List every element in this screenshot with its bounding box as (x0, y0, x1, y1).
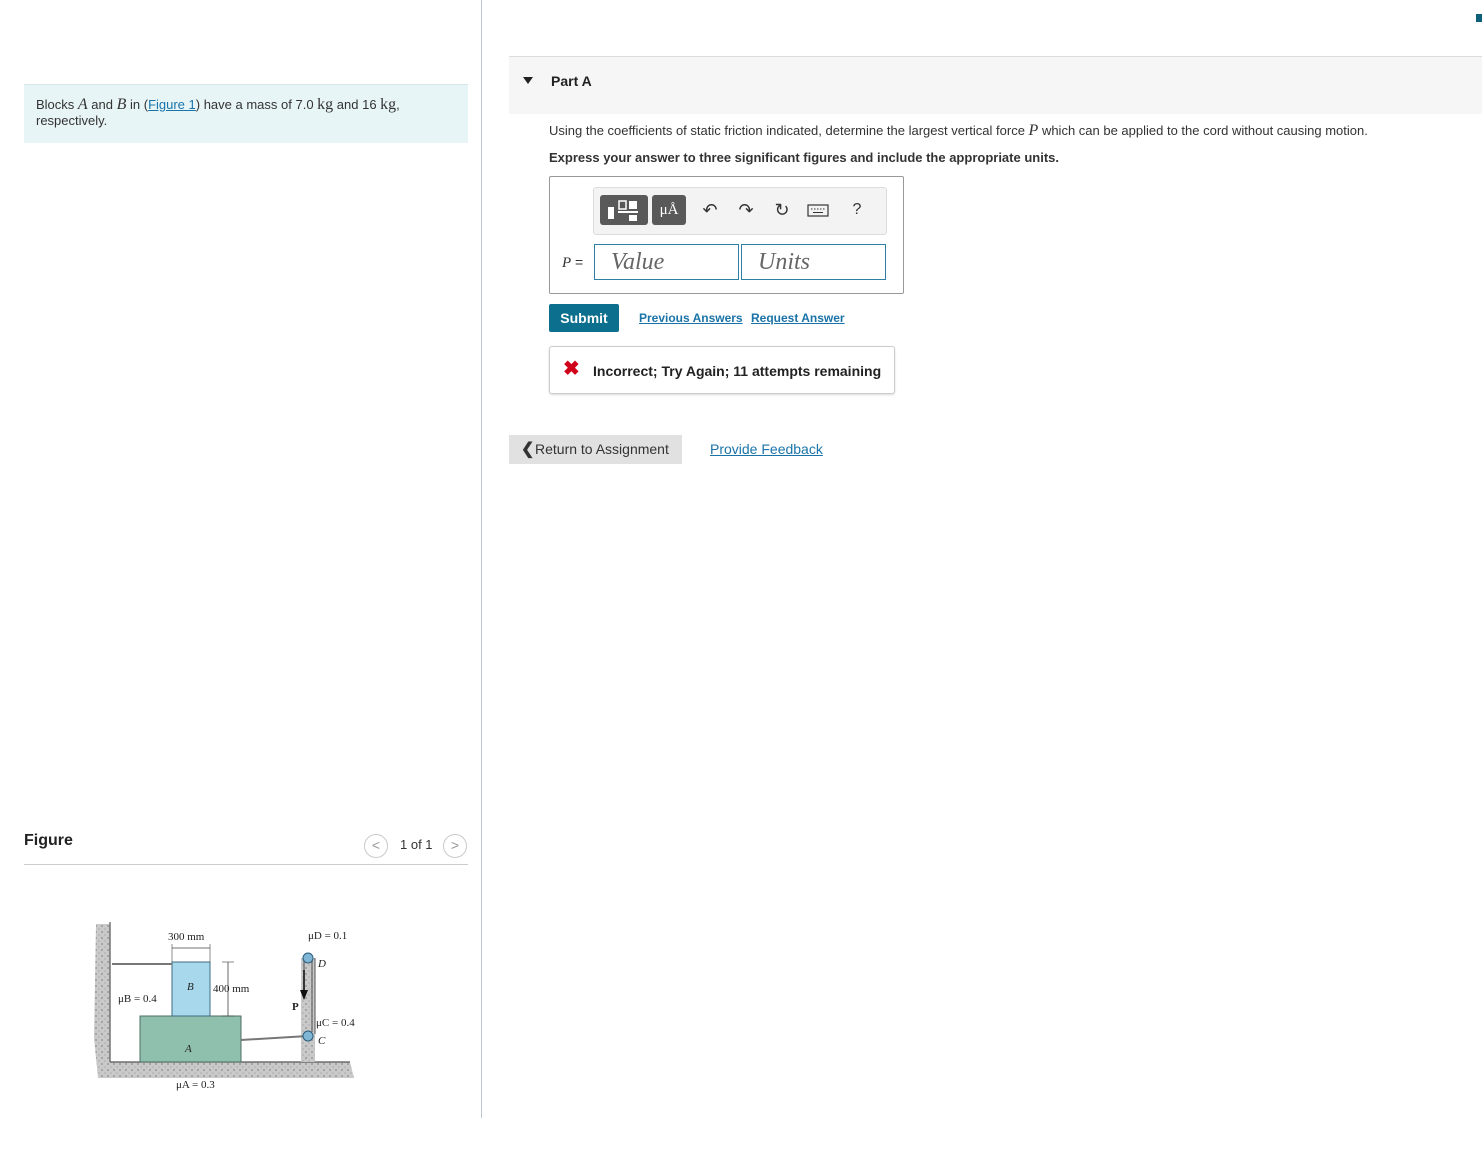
return-to-assignment-button[interactable] (509, 435, 682, 464)
part-title: Part A (551, 73, 592, 89)
mu-d-label: μD = 0.1 (308, 930, 348, 942)
redo-icon[interactable]: ↷ (738, 200, 754, 220)
next-figure-button[interactable]: > (443, 834, 467, 858)
mu-a-label: μA = 0.3 (176, 1079, 215, 1091)
feedback-message (549, 346, 895, 394)
pulley-c-label: C (318, 1035, 326, 1047)
return-label: Return to Assignment (535, 441, 669, 457)
answer-box (549, 176, 904, 294)
problem-statement (24, 84, 468, 143)
submit-button[interactable]: Submit (549, 304, 619, 332)
block-a (140, 1016, 241, 1062)
collapse-caret-icon[interactable] (523, 77, 533, 84)
corner-indicator (1476, 14, 1482, 22)
pulley-post (301, 958, 315, 1062)
unit-kg: kg (317, 96, 334, 113)
figure-title: Figure (24, 832, 73, 849)
pulley-c (303, 1031, 313, 1041)
problem-text: and (87, 97, 117, 112)
units-input[interactable]: Units (741, 244, 886, 280)
question-text-post: which can be applied to the cord without causing motion. (1038, 123, 1368, 138)
unit-kg: kg (380, 96, 397, 113)
chevron-left-icon: ❮ (521, 441, 535, 458)
var-a: A (77, 96, 88, 113)
dim-height-label: 400 mm (213, 983, 250, 995)
help-icon[interactable]: ? (852, 201, 862, 218)
figure-header (24, 826, 468, 865)
part-a-header[interactable] (509, 56, 1482, 114)
var-p: P (1028, 122, 1039, 139)
answer-var: P (562, 255, 572, 271)
keyboard-icon[interactable] (807, 199, 829, 221)
value-input[interactable]: Value (594, 244, 739, 280)
var-b: B (116, 96, 127, 113)
templates-icon (600, 195, 648, 225)
previous-figure-button[interactable]: < (364, 834, 388, 858)
question-text-pre: Using the coefficients of static friction indicated, determine the largest vertical force (549, 123, 1029, 138)
problem-text: and 16 (333, 97, 381, 112)
block-a-label: A (185, 1043, 192, 1055)
provide-feedback-link[interactable]: Provide Feedback (710, 441, 823, 457)
units-button[interactable]: μÅ (652, 195, 686, 225)
templates-button[interactable] (600, 195, 648, 225)
reset-icon[interactable]: ↻ (774, 200, 790, 220)
request-answer-link[interactable]: Request Answer (751, 311, 845, 325)
figure-pager: 1 of 1 (400, 837, 433, 852)
math-toolbar (593, 187, 887, 235)
dim-width-label: 300 mm (168, 931, 205, 943)
answer-eq: = (571, 254, 584, 270)
mu-b-label: μB = 0.4 (118, 993, 157, 1005)
figure-diagram (88, 918, 368, 1098)
figure-link[interactable]: Figure 1 (148, 97, 196, 112)
answer-label (562, 254, 583, 272)
pulley-d (303, 953, 313, 963)
problem-text: ) have a mass of 7.0 (195, 97, 318, 112)
undo-icon[interactable]: ↶ (702, 200, 718, 220)
block-b-label: B (187, 981, 194, 993)
cord-a-c (241, 1036, 308, 1040)
problem-text: in ( (126, 97, 149, 112)
question-text (549, 122, 1368, 140)
previous-answers-link[interactable]: Previous Answers (639, 311, 743, 325)
problem-text: , respectively. (36, 97, 400, 128)
force-label: P (292, 1001, 299, 1013)
mu-c-label: μC = 0.4 (316, 1017, 355, 1029)
incorrect-icon: ✖ (563, 358, 580, 380)
feedback-text: Incorrect; Try Again; 11 attempts remaining (593, 363, 882, 379)
instruction-text: Express your answer to three significant figures and include the appropriate units. (549, 150, 1059, 165)
pulley-d-label: D (318, 958, 326, 970)
problem-text: Blocks (36, 97, 78, 112)
column-divider (481, 0, 482, 1118)
